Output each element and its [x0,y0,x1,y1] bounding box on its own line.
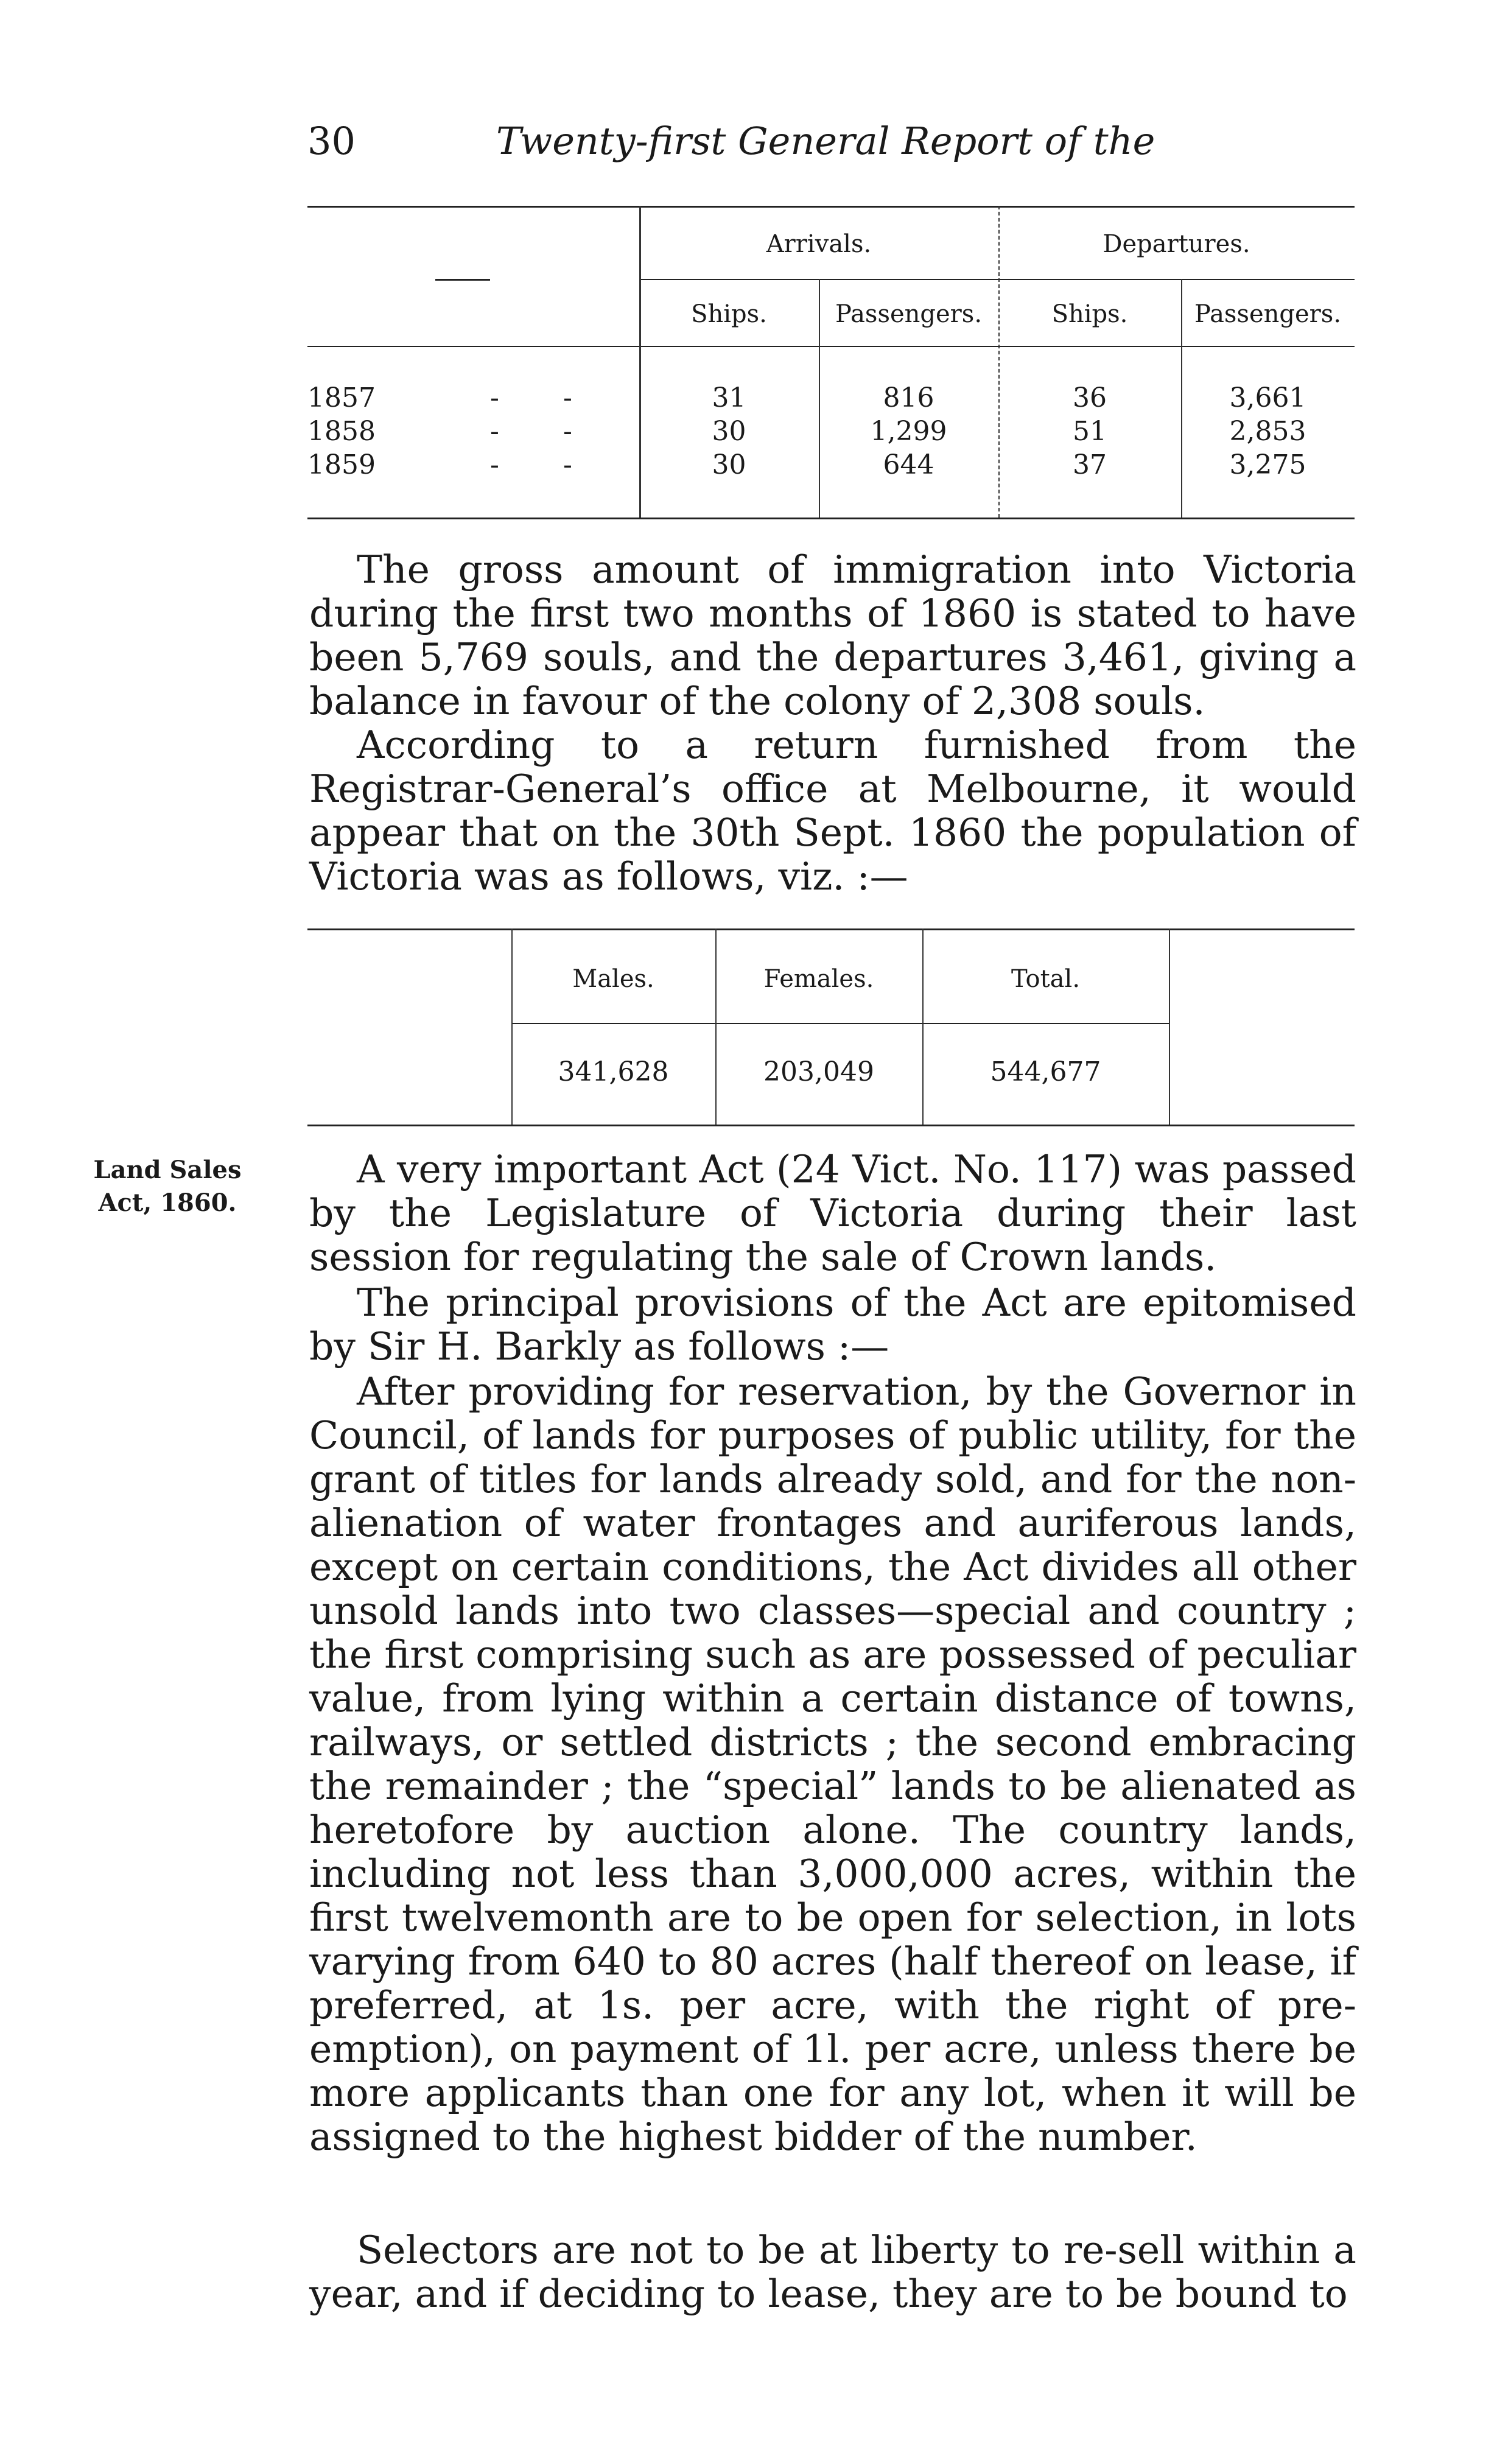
departures-passengers: 3,661 [1229,382,1306,413]
table-bottom-rule [307,518,1355,519]
running-head [307,119,1355,167]
column-header: Total. [1011,965,1081,993]
arrivals-passengers: 1,299 [870,416,947,447]
paragraph-provisions-detail [309,1370,1356,2159]
side-note-line: Land Sales [93,1156,242,1184]
departures-ships: 51 [1073,416,1107,447]
column-header: Passengers. [1194,300,1342,328]
header-bottom-rule [511,1023,1169,1024]
paragraph-text: The gross amount of immigration into Victoria during the first two months of 1860 is stated to have been 5,769 souls, and the departures 3,461, giving a balance in favour of the colony of 2,308 souls. [309,547,1356,723]
arrivals-ships: 30 [712,449,746,480]
group-header-rule [639,279,1355,280]
running-title: Twenty-first General Report of the [496,119,1155,163]
arrivals-ships: 31 [712,382,746,413]
arrivals-ships: 30 [712,416,746,447]
arrivals-departures-table [307,206,1355,522]
leader-dash: - [490,449,499,480]
table-bottom-rule [307,1125,1355,1126]
row-year: 1857 [307,382,376,413]
stub-dash [435,279,490,281]
arrivals-passengers: 644 [883,449,934,480]
paragraph-text: According to a return furnished from the Registrar-General’s office at Melbourne, it would appear that on the 30th Sept. 1860 the population of Victoria was as follows, viz. :— [309,723,1356,899]
departures-ships: 36 [1073,382,1107,413]
leader-dash: - [563,416,572,447]
leader-dash: - [563,382,572,413]
column-divider [922,928,924,1125]
table-top-rule [307,928,1355,930]
paragraph-text: The principal provisions of the Act are epitomised by Sir H. Barkly as follows :— [309,1280,1356,1369]
paragraph-text: Selectors are not to be at liberty to re-sell within a year, and if deciding to lease, they are to be bound to [309,2228,1356,2316]
paragraph-population-return [309,723,1356,899]
paragraph-selectors [309,2228,1356,2316]
paragraph-principal-provisions [309,1281,1356,1369]
column-header: Males. [572,965,654,993]
row-year: 1858 [307,416,376,447]
paragraph-immigration [309,548,1356,723]
side-note-line: Act, 1860. [98,1188,237,1217]
departures-passengers: 2,853 [1229,416,1306,447]
paragraph-text: After providing for reservation, by the Governor in Council, of lands for purposes of public utility, for the grant of titles for lands already sold, and for the non-alienation of water frontages and auriferous lands, except on certain conditions, the Act divides all other unsold lands into two classes—special and country ; the first comprising such as are possessed of peculiar value, from lying within a certain distance of towns, railways, or settled districts ; the second embracing the remainder ; the “special” lands to be alienated as heretofore by auction alone. The country lands, including not less than 3,000,000 acres, within the first twelvemonth are to be open for selection, in lots varying from 640 to 80 acres (half thereof on lease, if preferred, at 1s. per acre, with the right of pre-emption), on payment of 1l. per acre, unless there be more applicants than one for any lot, when it will be assigned to the highest bidder of the number. [309,1369,1356,2159]
table-top-rule [307,206,1355,208]
column-divider [1169,928,1170,1125]
population-total: 544,677 [990,1056,1101,1087]
group-header-arrivals: Arrivals. [766,230,872,258]
population-males: 341,628 [558,1056,669,1087]
departures-passengers: 3,275 [1229,449,1306,480]
population-females: 203,049 [763,1056,874,1087]
column-divider [715,928,717,1125]
column-header: Passengers. [835,300,983,328]
leader-dash: - [490,382,499,413]
leader-dash: - [490,416,499,447]
departures-ships: 37 [1073,449,1107,480]
column-header: Females. [763,965,874,993]
leader-dash: - [563,449,572,480]
paragraph-text: A very important Act (24 Vict. No. 117) was passed by the Legislature of Victoria during their last session for regulating the sale of Crown lands. [309,1147,1356,1279]
column-header: Ships. [691,300,767,328]
column-header: Ships. [1051,300,1128,328]
side-note [76,1154,259,1220]
column-divider [511,928,513,1125]
page-number: 30 [307,119,356,163]
row-year: 1859 [307,449,376,480]
group-header-departures: Departures. [1103,230,1250,258]
paragraph-land-sales-act [309,1148,1356,1279]
header-bottom-rule [307,346,1355,347]
arrivals-passengers: 816 [883,382,934,413]
population-table [307,928,1355,1129]
